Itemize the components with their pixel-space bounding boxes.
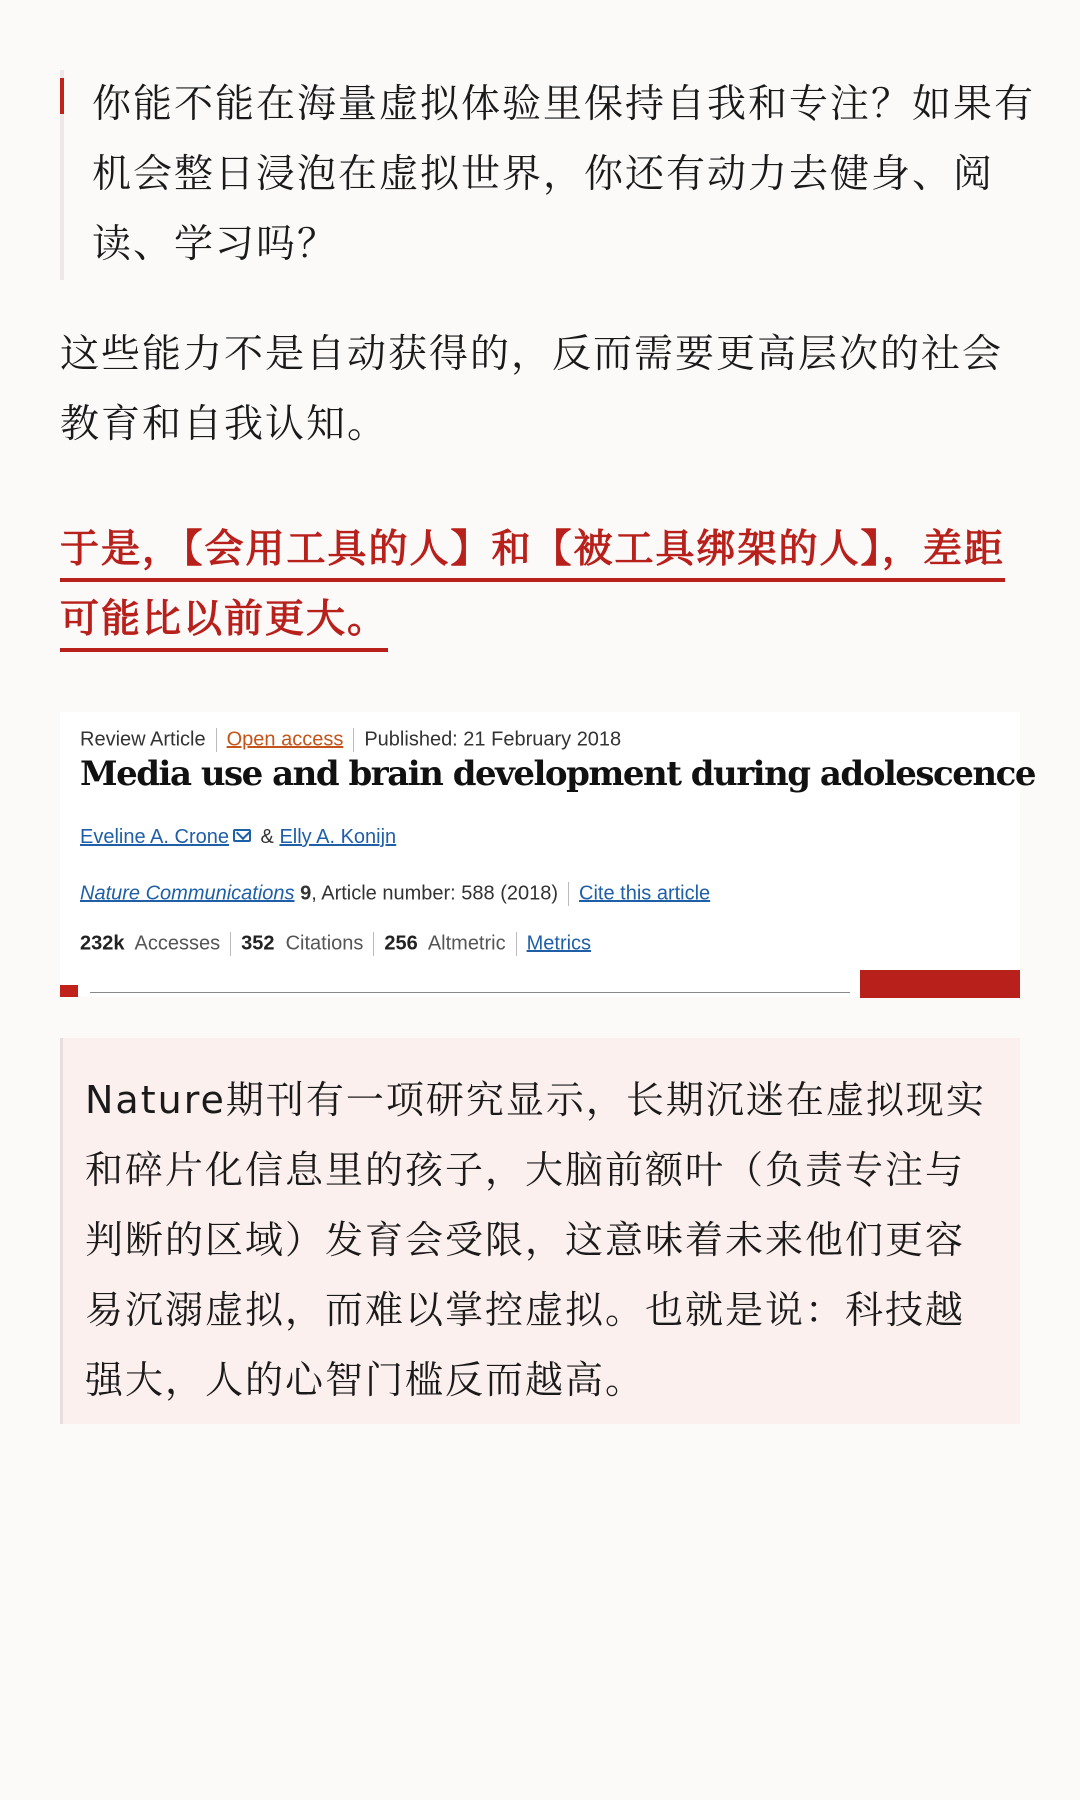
highlight-text: 于是，【会用工具的人】和【被工具绑架的人】，差距可能比以前更大。 (60, 527, 1005, 652)
divider (353, 728, 354, 752)
accesses-label: Accesses (134, 932, 221, 955)
blockquote (60, 70, 1052, 280)
quote-text: 你能不能在海量虚拟体验里保持自我和专注？如果有机会整日浸泡在虚拟世界，你还有动力去健身、阅读、学习吗？ (92, 82, 1036, 267)
divider (516, 932, 517, 956)
divider (230, 932, 231, 956)
citations-count: 352 (241, 932, 275, 955)
journal-link[interactable]: Nature Communications (80, 882, 295, 905)
altmetric-count: 256 (384, 932, 418, 955)
accesses-count: 232k (80, 932, 125, 955)
card-accent-block (860, 970, 1020, 998)
metrics-link[interactable]: Metrics (526, 932, 592, 955)
published-date: Published: 21 February 2018 (364, 728, 622, 751)
divider (568, 882, 569, 906)
callout-box (60, 1038, 1020, 1424)
mail-icon[interactable] (233, 829, 251, 842)
callout-text: Nature期刊有一项研究显示，长期沉迷在虚拟现实和碎片化信息里的孩子，大脑前额叶（负责专注与判断的区域）发育会受限，这意味着未来他们更容易沉溺虚拟，而难以掌控虚拟。也就是说：科技越强大，人的心智门槛反而越高。 (85, 1078, 986, 1402)
divider (373, 932, 374, 956)
article-meta-row (80, 728, 621, 752)
article-screenshot-card (60, 712, 1035, 997)
citations-label: Citations (285, 932, 364, 955)
open-access-link[interactable]: Open access (226, 728, 344, 751)
article-number: , Article number: 588 (2018) (311, 882, 559, 905)
divider (216, 728, 217, 752)
journal-row (80, 882, 710, 906)
altmetric-label: Altmetric (427, 932, 506, 955)
volume-number: 9 (300, 882, 312, 905)
body-paragraph: 这些能力不是自动获得的，反而需要更高层次的社会教育和自我认知。 (60, 332, 1004, 447)
article-title: Media use and brain development during adolescence (80, 754, 1035, 794)
card-accent-mark (60, 985, 78, 997)
article-type: Review Article (80, 728, 206, 751)
author-separator: & (260, 826, 274, 848)
quote-accent-bar (60, 78, 64, 114)
card-rule (90, 992, 850, 993)
cite-article-link[interactable]: Cite this article (579, 882, 711, 905)
author-link-konijn[interactable]: Elly A. Konijn (279, 826, 397, 848)
author-list (80, 826, 396, 849)
author-link-crone[interactable]: Eveline A. Crone (80, 826, 229, 848)
highlight-paragraph (60, 515, 1020, 655)
metrics-row (80, 932, 591, 956)
